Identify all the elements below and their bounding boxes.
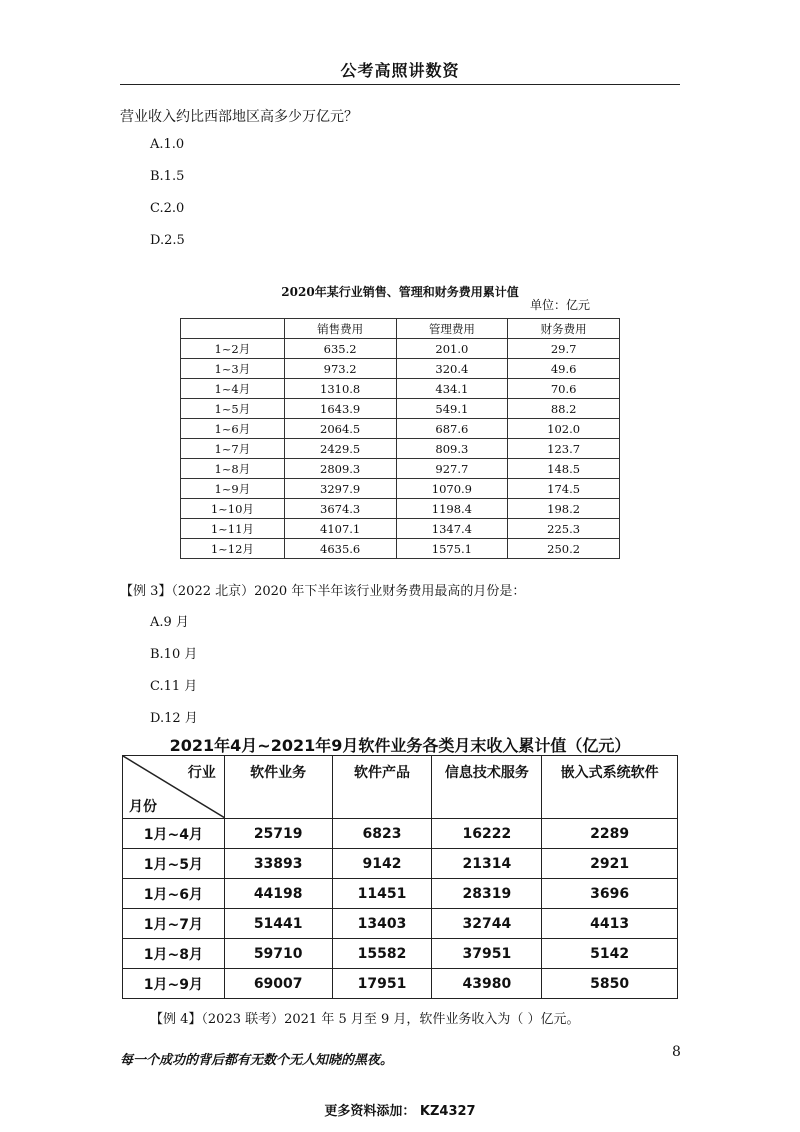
table-cell: 1310.8 xyxy=(284,379,396,399)
table-cell: 21314 xyxy=(432,849,542,879)
table-cell: 1~5月 xyxy=(181,399,285,419)
table-header-cell: 管理费用 xyxy=(396,319,508,339)
table-header-cell: 软件产品 xyxy=(332,756,432,819)
option-b: B.10 月 xyxy=(150,647,198,662)
table-cell: 33893 xyxy=(224,849,332,879)
table-cell: 1月~8月 xyxy=(123,939,225,969)
option-b: B.1.5 xyxy=(150,169,185,184)
table-row xyxy=(181,459,620,479)
table-cell: 51441 xyxy=(224,909,332,939)
table-cell: 59710 xyxy=(224,939,332,969)
corner-header-cell xyxy=(123,756,225,819)
table-cell: 1月~9月 xyxy=(123,969,225,999)
option-d: D.2.5 xyxy=(150,233,185,248)
table-cell: 174.5 xyxy=(508,479,620,499)
table-header-cell xyxy=(181,319,285,339)
table-cell: 1月~5月 xyxy=(123,849,225,879)
option-c: C.2.0 xyxy=(150,201,185,216)
table-cell: 198.2 xyxy=(508,499,620,519)
table-cell: 1198.4 xyxy=(396,499,508,519)
table-cell: 320.4 xyxy=(396,359,508,379)
table-cell: 15582 xyxy=(332,939,432,969)
table-row xyxy=(181,379,620,399)
table-row xyxy=(123,969,678,999)
table-row xyxy=(181,339,620,359)
table-cell: 1643.9 xyxy=(284,399,396,419)
table-cell: 70.6 xyxy=(508,379,620,399)
table-cell: 43980 xyxy=(432,969,542,999)
table-header-cell: 信息技术服务 xyxy=(432,756,542,819)
table-cell: 4413 xyxy=(542,909,678,939)
table-row xyxy=(181,399,620,419)
option-a: A.9 月 xyxy=(150,615,189,630)
option-a: A.1.0 xyxy=(150,137,185,152)
page-header: 公考高照讲数资 xyxy=(340,61,460,80)
table-cell: 250.2 xyxy=(508,539,620,559)
table-cell: 1~6月 xyxy=(181,419,285,439)
table-cell: 11451 xyxy=(332,879,432,909)
table-row xyxy=(181,419,620,439)
table-cell: 1575.1 xyxy=(396,539,508,559)
table-row xyxy=(181,519,620,539)
table1-unit: 单位：亿元 xyxy=(530,298,591,312)
example-3-question: 【例 3】（2022 北京）2020 年下半年该行业财务费用最高的月份是： xyxy=(120,584,526,599)
table-cell: 1~10月 xyxy=(181,499,285,519)
table-cell: 225.3 xyxy=(508,519,620,539)
table-header-cell: 销售费用 xyxy=(284,319,396,339)
table-cell: 1~12月 xyxy=(181,539,285,559)
table-cell: 4107.1 xyxy=(284,519,396,539)
table-row xyxy=(181,499,620,519)
table-cell: 2809.3 xyxy=(284,459,396,479)
table-cell: 1~9月 xyxy=(181,479,285,499)
software-revenue-table xyxy=(122,755,678,999)
table-cell: 1~7月 xyxy=(181,439,285,459)
table-header-cell: 财务费用 xyxy=(508,319,620,339)
table-cell: 973.2 xyxy=(284,359,396,379)
table-cell: 1~2月 xyxy=(181,339,285,359)
table-cell: 2429.5 xyxy=(284,439,396,459)
table-cell: 4635.6 xyxy=(284,539,396,559)
table-cell: 49.6 xyxy=(508,359,620,379)
table-cell: 434.1 xyxy=(396,379,508,399)
table-row xyxy=(123,819,678,849)
option-d: D.12 月 xyxy=(150,711,198,726)
table-cell: 635.2 xyxy=(284,339,396,359)
table-cell: 69007 xyxy=(224,969,332,999)
table-row xyxy=(123,879,678,909)
table-row xyxy=(181,439,620,459)
option-c: C.11 月 xyxy=(150,679,198,694)
table-cell: 1月~7月 xyxy=(123,909,225,939)
table-cell: 1~3月 xyxy=(181,359,285,379)
table-cell: 5142 xyxy=(542,939,678,969)
table-cell: 25719 xyxy=(224,819,332,849)
table-cell: 1347.4 xyxy=(396,519,508,539)
table-cell: 1~8月 xyxy=(181,459,285,479)
table-row xyxy=(181,539,620,559)
table-cell: 28319 xyxy=(432,879,542,909)
motto-text: 每一个成功的背后都有无数个无人知晓的黑夜。 xyxy=(120,1053,394,1068)
table-row xyxy=(123,909,678,939)
table-cell: 549.1 xyxy=(396,399,508,419)
table-cell: 102.0 xyxy=(508,419,620,439)
table-cell: 201.0 xyxy=(396,339,508,359)
table-cell: 13403 xyxy=(332,909,432,939)
table-cell: 1~11月 xyxy=(181,519,285,539)
table-cell: 6823 xyxy=(332,819,432,849)
page-number: 8 xyxy=(672,1044,681,1060)
table-row xyxy=(123,939,678,969)
table-header-row xyxy=(181,319,620,339)
table-cell: 1月~6月 xyxy=(123,879,225,909)
table-cell: 927.7 xyxy=(396,459,508,479)
table-cell: 809.3 xyxy=(396,439,508,459)
table-cell: 17951 xyxy=(332,969,432,999)
table-row xyxy=(123,849,678,879)
question-text: 营业收入约比西部地区高多少万亿元？ xyxy=(120,109,358,125)
table2-title: 2021年4月~2021年9月软件业务各类月末收入累计值（亿元） xyxy=(169,736,631,755)
table-cell: 5850 xyxy=(542,969,678,999)
table-cell: 37951 xyxy=(432,939,542,969)
table-cell: 32744 xyxy=(432,909,542,939)
table1-title: 2020年某行业销售、管理和财务费用累计值 xyxy=(281,285,519,299)
table-cell: 3297.9 xyxy=(284,479,396,499)
table-header-cell: 嵌入式系统软件 xyxy=(542,756,678,819)
table-cell: 1~4月 xyxy=(181,379,285,399)
table-cell: 3674.3 xyxy=(284,499,396,519)
table-cell: 3696 xyxy=(542,879,678,909)
corner-label-industry: 行业 xyxy=(187,765,216,781)
table-cell: 2289 xyxy=(542,819,678,849)
table-cell: 16222 xyxy=(432,819,542,849)
example-4-question: 【例 4】（2023 联考）2021 年 5 月至 9 月，软件业务收入为（ ）亿元。 xyxy=(150,1012,580,1027)
table-row xyxy=(181,479,620,499)
table-cell: 1070.9 xyxy=(396,479,508,499)
footer-contact: 更多资料添加： KZ4327 xyxy=(324,1104,476,1119)
table-header-row xyxy=(123,756,678,819)
header-rule xyxy=(120,84,680,85)
table-cell: 2064.5 xyxy=(284,419,396,439)
corner-label-month: 月份 xyxy=(129,799,157,815)
table-cell: 44198 xyxy=(224,879,332,909)
table-cell: 148.5 xyxy=(508,459,620,479)
table-header-cell: 软件业务 xyxy=(224,756,332,819)
table-cell: 687.6 xyxy=(396,419,508,439)
table-cell: 9142 xyxy=(332,849,432,879)
table-cell: 88.2 xyxy=(508,399,620,419)
table-cell: 29.7 xyxy=(508,339,620,359)
table-cell: 2921 xyxy=(542,849,678,879)
table-cell: 1月~4月 xyxy=(123,819,225,849)
expense-table xyxy=(180,318,620,559)
table-row xyxy=(181,359,620,379)
table-cell: 123.7 xyxy=(508,439,620,459)
